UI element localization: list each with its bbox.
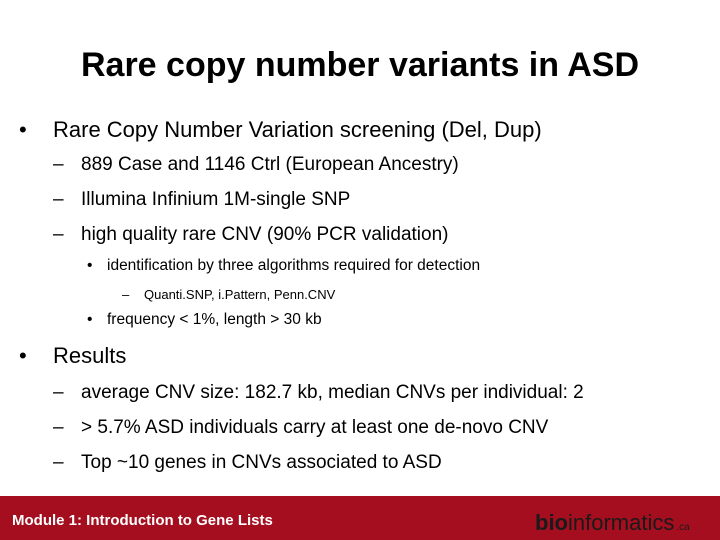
dash-marker: – xyxy=(53,382,64,403)
slide-title: Rare copy number variants in ASD xyxy=(80,46,639,84)
bullet-item xyxy=(53,154,459,176)
bullet-text: Top ~10 genes in CNVs associated to ASD xyxy=(81,452,442,473)
dash-marker: – xyxy=(53,417,64,438)
bullet-text: 889 Case and 1146 Ctrl (European Ancestry) xyxy=(81,154,459,175)
dash-marker: – xyxy=(53,154,64,175)
logo-bio: bio xyxy=(535,510,568,535)
module-label: Module 1: Introduction to Gene Lists xyxy=(12,512,273,529)
dash-marker: – xyxy=(53,224,64,245)
bullet-text: frequency < 1%, length > 30 kb xyxy=(107,311,322,328)
bioinformatics-logo xyxy=(535,510,690,536)
bullet-item xyxy=(53,189,350,211)
logo-ca: .ca xyxy=(676,522,690,533)
bullet-text: Results xyxy=(53,343,127,368)
bullet-text: high quality rare CNV (90% PCR validation) xyxy=(81,224,449,245)
bullet-item xyxy=(87,311,322,329)
bullet-text: average CNV size: 182.7 kb, median CNVs per individual: 2 xyxy=(81,382,584,403)
bullet-item xyxy=(53,382,584,404)
bullet-marker: • xyxy=(19,117,27,142)
dash-marker: – xyxy=(122,287,130,302)
bullet-marker: • xyxy=(87,311,93,328)
bullet-marker: • xyxy=(87,257,93,274)
dash-marker: – xyxy=(53,189,64,210)
bullet-text: Illumina Infinium 1M-single SNP xyxy=(81,189,351,210)
bullet-item xyxy=(87,257,480,275)
logo-informatics: informatics xyxy=(568,510,675,535)
bullet-item xyxy=(53,452,442,474)
dash-marker: – xyxy=(53,452,64,473)
bullet-text: Rare Copy Number Variation screening (Del, Dup) xyxy=(53,117,542,142)
bullet-item xyxy=(122,287,335,302)
bullet-text: Quanti.SNP, i.Pattern, Penn.CNV xyxy=(144,287,336,302)
bullet-text: identification by three algorithms required for detection xyxy=(107,257,481,274)
bullet-item xyxy=(53,224,449,246)
bullet-item xyxy=(19,343,126,369)
bullet-text: > 5.7% ASD individuals carry at least one de-novo CNV xyxy=(81,417,549,438)
bullet-item xyxy=(19,117,542,143)
bullet-item xyxy=(53,417,548,439)
bullet-marker: • xyxy=(19,343,27,368)
